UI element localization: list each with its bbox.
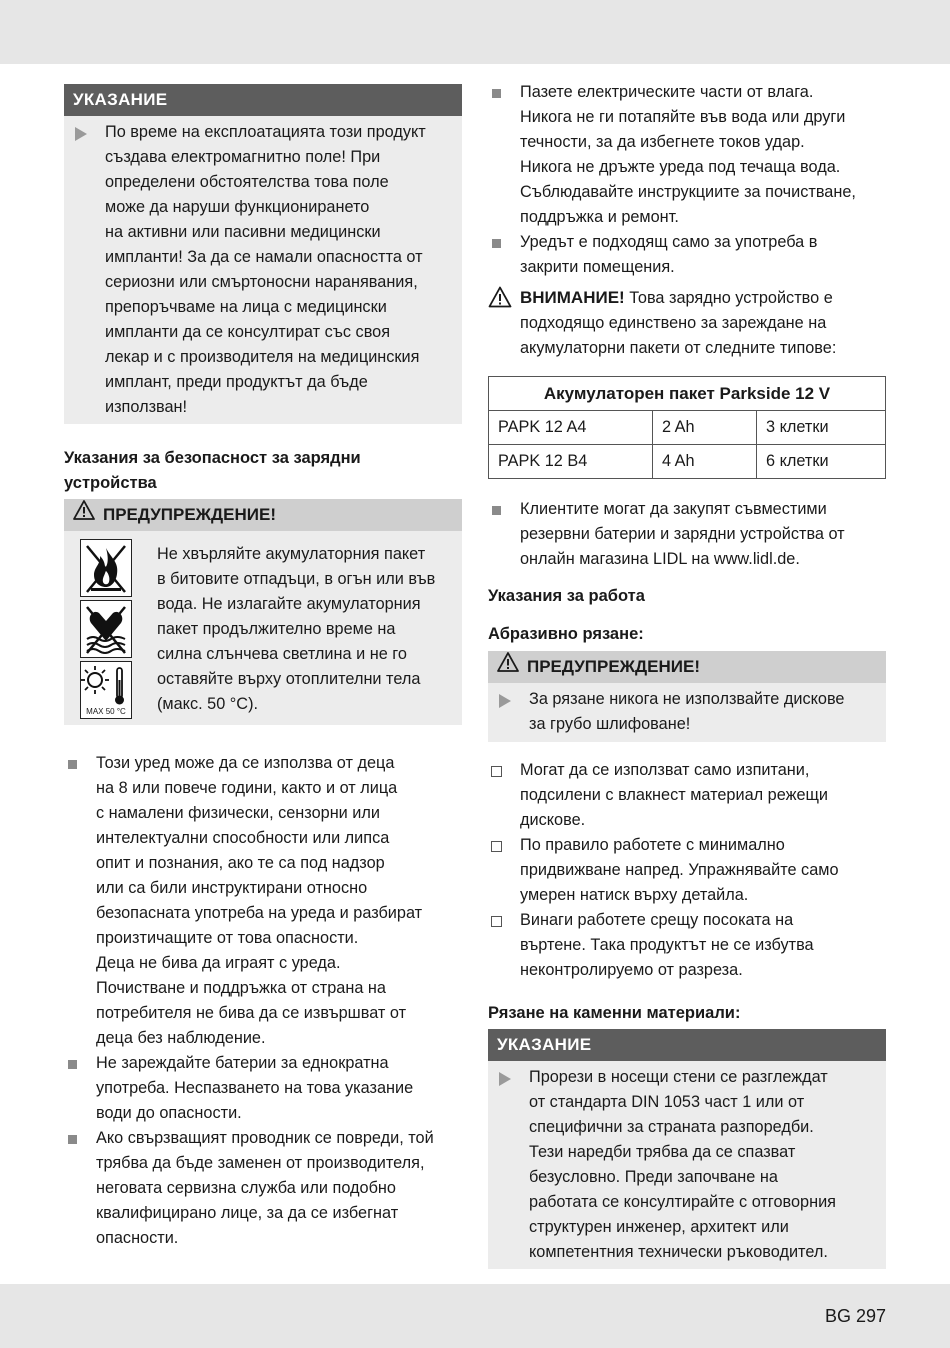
text-line: По правило работете с минимално	[520, 836, 785, 854]
text-line: импланти! За да се намали опасността от	[105, 248, 423, 266]
table-cell: PAPK 12 A4	[489, 411, 653, 445]
text-line: придвижване напред. Упражнявайте само	[520, 861, 839, 879]
pictogram-column	[80, 539, 134, 722]
text-line: интелектуални способности или липса	[96, 829, 390, 847]
triangle-bullet-icon	[75, 127, 87, 141]
heading-line: устройства	[64, 474, 157, 492]
text-line: опасности.	[96, 1229, 179, 1247]
text-line: Почистване и поддръжка от страна на	[96, 979, 386, 997]
text-line: Деца не бива да играят с уреда.	[96, 954, 341, 972]
text-line: създава електромагнитно поле! При	[105, 148, 381, 166]
text-line: Винаги работете срещу посоката на	[520, 911, 794, 929]
note-item	[64, 120, 462, 420]
attention-first-line	[520, 285, 886, 311]
text-line: безусловно. Преди започване на	[529, 1168, 778, 1186]
abrasive-heading: Абразивно рязане:	[488, 625, 644, 643]
no-water-icon	[80, 600, 132, 658]
text-line: подсилени с влакнест материал режещи	[520, 786, 829, 804]
square-bullet-icon	[68, 1135, 77, 1144]
warning-heading-text: ПРЕДУПРЕЖДЕНИЕ!	[103, 505, 276, 524]
warning-box	[64, 499, 462, 725]
text-line: препоръчваме на лица с медицински	[105, 298, 387, 316]
text-line: подходящо единствено за зареждане на	[520, 314, 827, 332]
text-line: употреба. Неспазването на това указание	[96, 1079, 414, 1097]
checkbox-icon	[491, 916, 502, 927]
note-heading: УКАЗАНИЕ	[64, 84, 462, 116]
note2-box	[488, 1029, 886, 1269]
warning-heading	[64, 499, 462, 531]
top-band	[0, 0, 950, 64]
bottom-band	[0, 1284, 950, 1348]
left-bullet-list	[64, 751, 462, 1251]
text-line: на активни или пасивни медицински	[105, 223, 381, 241]
text-line: трябва да бъде заменен от производителя,	[96, 1154, 425, 1172]
text-line: Никога не ги потапяйте във вода или други	[520, 108, 846, 126]
text-line: неговата сервизна служба или подобно	[96, 1179, 396, 1197]
attention-label: ВНИМАНИЕ!	[520, 288, 625, 307]
text-line: Ако свързващият проводник се повреди, той	[96, 1129, 434, 1147]
table-header-row	[489, 377, 886, 411]
max-temp-label: MAX 50 °C	[86, 707, 126, 716]
note2-heading: УКАЗАНИЕ	[488, 1029, 886, 1061]
note-text	[105, 120, 454, 420]
text-line: или са били инструктирани относно	[96, 879, 368, 897]
triangle-bullet-icon	[499, 694, 511, 708]
checkbox-icon	[491, 766, 502, 777]
attention-paragraph	[488, 285, 886, 361]
stone-heading: Рязане на каменни материали:	[488, 1004, 741, 1022]
text-line: онлайн магазина LIDL на www.lidl.de.	[520, 550, 800, 568]
checkbox-icon	[491, 841, 502, 852]
text-line: деца без наблюдение.	[96, 1029, 266, 1047]
warning-triangle-icon	[497, 651, 519, 683]
text-line: въртене. Така продуктът не се избутва	[520, 936, 814, 954]
table-header: Акумулаторен пакет Parkside 12 V	[489, 377, 886, 411]
text-line: Този уред може да се използва от деца	[96, 754, 395, 772]
table-cell: PAPK 12 B4	[489, 445, 653, 479]
battery-table	[488, 376, 886, 479]
text-line: произтичащите от това опасности.	[96, 929, 359, 947]
text-line: неконтролируемо от разреза.	[520, 961, 743, 979]
table-cell: 3 клетки	[757, 411, 886, 445]
check-item	[488, 908, 886, 983]
text-line: потребителя не бива да се извършват от	[96, 1004, 407, 1022]
square-bullet-icon	[68, 1060, 77, 1069]
text-line: специфични за страната разпоредби.	[529, 1118, 814, 1136]
text-line: По време на експлоатацията този продукт	[105, 123, 426, 141]
list-item	[488, 230, 886, 280]
check-item	[488, 833, 886, 908]
checklist	[488, 758, 886, 983]
safety-heading	[64, 446, 462, 496]
text-line: безопасната употреба на уреда и разбират	[96, 904, 423, 922]
table-cell: 6 клетки	[757, 445, 886, 479]
text-line: Не зареждайте батерии за еднократна	[96, 1054, 389, 1072]
warning-triangle-icon	[488, 286, 512, 316]
right-bullet-list-top	[488, 80, 886, 280]
text-line: компетентния технически ръководител.	[529, 1243, 828, 1261]
text-line: Могат да се използват само изпитани,	[520, 761, 810, 779]
text-line: Съблюдавайте инструкциите за почистване,	[520, 183, 856, 201]
square-bullet-icon	[68, 760, 77, 769]
text-line: може да наруши функционирането	[105, 198, 370, 216]
warning2-heading-text: ПРЕДУПРЕЖДЕНИЕ!	[527, 657, 700, 676]
note-box	[64, 84, 462, 424]
table-row	[489, 411, 886, 445]
page-number: BG 297	[824, 1306, 886, 1326]
text-line: импланти да се консултират със своя	[105, 323, 391, 341]
no-fire-icon	[80, 539, 132, 597]
square-bullet-icon	[492, 239, 501, 248]
text-line: лекар и с производителя на медицинския	[105, 348, 420, 366]
list-item	[488, 80, 886, 230]
check-item	[488, 758, 886, 833]
warning-triangle-icon	[73, 499, 95, 531]
text-line: течности, за да избегнете токов удар.	[520, 133, 805, 151]
text-line: от стандарта DIN 1053 част 1 или от	[529, 1093, 805, 1111]
square-bullet-icon	[492, 89, 501, 98]
table-cell: 4 Ah	[653, 445, 757, 479]
text-line: силна слънчева светлина и не го	[157, 645, 407, 663]
text-span: Това зарядно устройство е	[624, 289, 833, 307]
text-line: работата се консултирайте с отговорния	[529, 1193, 836, 1211]
text-line: квалифицирано лице, за да се избегнат	[96, 1204, 399, 1222]
text-line: води до опасности.	[96, 1104, 242, 1122]
text-line: закрити помещения.	[520, 258, 675, 276]
text-line: Тези наредби трябва да се спазват	[529, 1143, 796, 1161]
text-line: оставяйте върху отоплителни тела	[157, 670, 421, 688]
text-line: използван!	[105, 398, 188, 416]
text-line: (макс. 50 °C).	[157, 695, 259, 713]
text-line: на 8 или повече години, както и от лица	[96, 779, 398, 797]
warning2-item	[488, 687, 886, 737]
text-line: вода. Не излагайте акумулаторния	[157, 595, 421, 613]
text-line: За рязане никога не използвайте дискове	[529, 690, 845, 708]
triangle-bullet-icon	[499, 1072, 511, 1086]
text-line: сериозни или смъртоносни наранявания,	[105, 273, 418, 291]
text-line: Не хвърляйте акумулаторния пакет	[157, 545, 426, 563]
text-line: пакет продължително време на	[157, 620, 396, 638]
warning2-heading	[488, 651, 886, 683]
list-item	[64, 1051, 462, 1126]
table-cell: 2 Ah	[653, 411, 757, 445]
text-line: Прорези в носещи стени се разглеждат	[529, 1068, 828, 1086]
list-item	[488, 497, 886, 572]
table-row	[489, 445, 886, 479]
text-line: имплант, преди продуктът да бъде	[105, 373, 368, 391]
warning2-box	[488, 651, 886, 742]
text-line: умерен натиск върху детайла.	[520, 886, 749, 904]
text-line: опит и познания, ако те са под надзор	[96, 854, 385, 872]
text-line: Пазете електрическите части от влага.	[520, 83, 814, 101]
text-line: в битовите отпадъци, в огън или във	[157, 570, 436, 588]
text-line: за грубо шлифоване!	[529, 715, 691, 733]
text-line: резервни батерии и зарядни устройства от	[520, 525, 845, 543]
text-line: с намалени физически, сензорни или	[96, 804, 380, 822]
heading-line: Указания за безопасност за зарядни	[64, 449, 361, 467]
text-line: определени обстоятелства това поле	[105, 173, 389, 191]
list-item	[64, 751, 462, 1051]
text-line: структурен инженер, архитект или	[529, 1218, 789, 1236]
sun-heat-icon	[80, 661, 132, 719]
text-line: Никога не дръжте уреда под течаща вода.	[520, 158, 841, 176]
right-bullet-after-table	[488, 497, 886, 572]
work-heading: Указания за работа	[488, 587, 645, 605]
text-line: дискове.	[520, 811, 586, 829]
list-item	[64, 1126, 462, 1251]
note2-item	[488, 1065, 886, 1265]
text-line: поддръжка и ремонт.	[520, 208, 679, 226]
text-line: Уредът е подходящ само за употреба в	[520, 233, 818, 251]
battery-table-wrap	[488, 376, 886, 479]
warning-text	[157, 542, 457, 717]
text-line: Клиентите могат да закупят съвместими	[520, 500, 827, 518]
square-bullet-icon	[492, 506, 501, 515]
text-line: акумулаторни пакети от следните типове:	[520, 339, 837, 357]
